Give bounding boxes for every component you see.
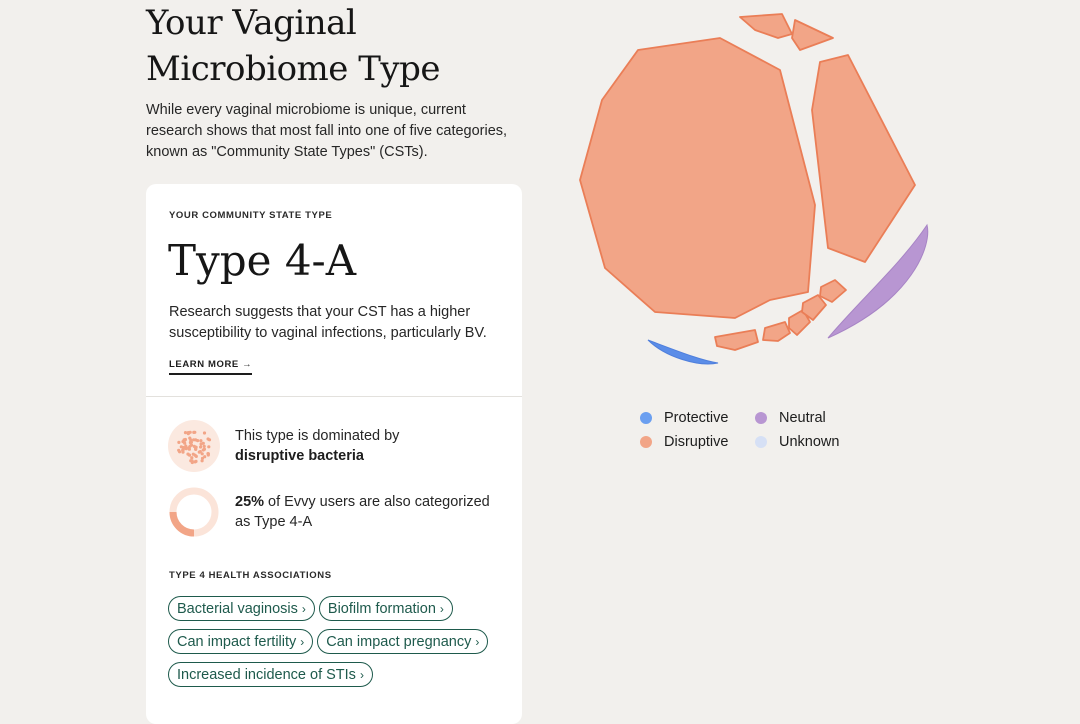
legend-label: Unknown	[779, 434, 840, 450]
legend-label: Protective	[664, 410, 729, 426]
disruptive-pebble-5	[820, 280, 846, 302]
legend-item	[640, 410, 755, 426]
disruptive-blob-top-right	[792, 20, 833, 50]
cst-card	[146, 184, 522, 724]
microbiome-visualization	[570, 0, 950, 380]
association-chip[interactable]	[168, 662, 373, 687]
legend-item	[640, 434, 755, 450]
chevron-right-icon: ›	[475, 634, 480, 649]
disruptive-blob-top-left	[740, 14, 792, 38]
users-row	[168, 486, 508, 538]
chevron-right-icon: ›	[439, 601, 444, 616]
legend-dot-icon	[755, 412, 767, 424]
dominated-prefix: This type is dominated by	[235, 428, 400, 444]
legend-dot-icon	[640, 412, 652, 424]
association-chip-label: Bacterial vaginosis	[177, 600, 298, 617]
bacteria-cluster-icon	[168, 420, 220, 472]
associations-chips	[168, 596, 513, 687]
users-text	[235, 492, 508, 532]
association-chip-label: Can impact fertility	[177, 633, 297, 650]
chevron-right-icon: ›	[359, 667, 364, 682]
card-divider	[146, 396, 522, 397]
legend-label: Disruptive	[664, 434, 729, 450]
legend-dot-icon	[755, 436, 767, 448]
association-chip-label: Can impact pregnancy	[326, 633, 472, 650]
users-pct: 25%	[235, 494, 265, 510]
learn-more-link[interactable]: LEARN MORE →	[169, 359, 252, 375]
disruptive-pebble-2	[763, 322, 790, 341]
cst-eyebrow: YOUR COMMUNITY STATE TYPE	[169, 210, 333, 221]
disruptive-blob-large	[580, 38, 815, 318]
association-chip[interactable]	[319, 596, 453, 621]
association-chip[interactable]	[168, 596, 315, 621]
association-chip-label: Increased incidence of STIs	[177, 666, 356, 683]
association-chip-label: Biofilm formation	[327, 600, 436, 617]
legend-dot-icon	[640, 436, 652, 448]
disruptive-pebble-1	[715, 330, 758, 350]
dominated-bold: disruptive bacteria	[235, 448, 364, 464]
legend-item	[755, 434, 875, 450]
chevron-right-icon: ›	[301, 601, 306, 616]
users-suffix: of Evvy users are also categorized as Type 4-A	[235, 494, 490, 530]
page-title-line-1: Your Vaginal	[146, 3, 357, 43]
legend-label: Neutral	[779, 410, 826, 426]
cst-description: Research suggests that your CST has a higher susceptibility to vaginal infections, particularly BV.	[169, 304, 487, 341]
dominated-text	[235, 426, 399, 466]
users-donut-icon	[168, 486, 220, 538]
chevron-right-icon: ›	[300, 634, 305, 649]
legend	[640, 410, 880, 450]
dominated-row	[168, 420, 508, 472]
protective-blob	[648, 340, 718, 364]
associations-title: TYPE 4 HEALTH ASSOCIATIONS	[169, 570, 332, 581]
disruptive-blob-right	[812, 55, 915, 262]
page-title	[146, 0, 440, 92]
legend-item	[755, 410, 875, 426]
intro-text: While every vaginal microbiome is unique, current research shows that most fall into one of five categories, known as "Community State Types" (CSTs).	[146, 102, 508, 160]
page-title-line-2: Microbiome Type	[146, 49, 441, 89]
cst-type-title: Type 4-A	[168, 236, 357, 285]
association-chip[interactable]	[317, 629, 488, 654]
association-chip[interactable]	[168, 629, 313, 654]
